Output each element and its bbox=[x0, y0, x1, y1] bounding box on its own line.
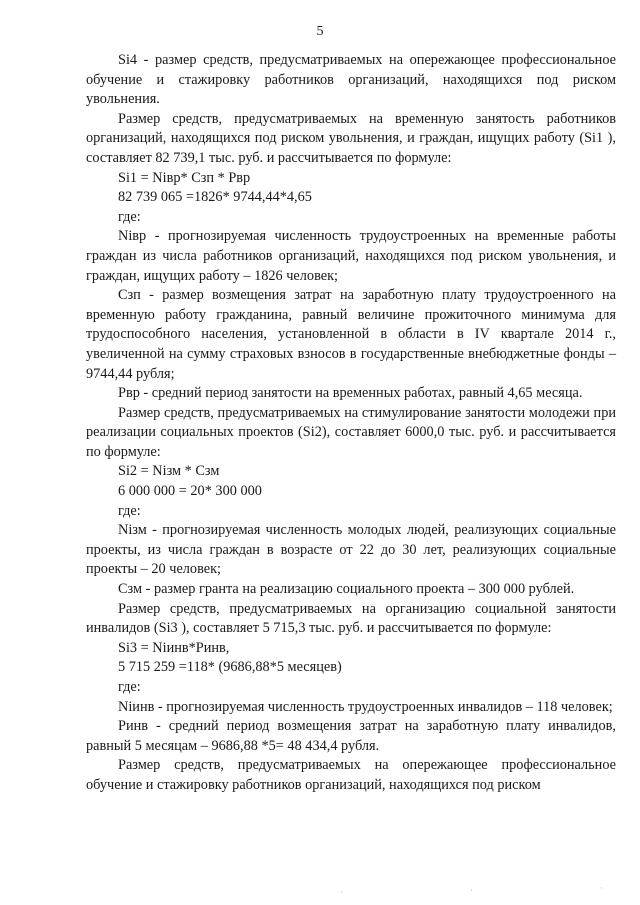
scan-artifact: · bbox=[600, 883, 603, 893]
scan-artifact: · bbox=[470, 885, 473, 895]
formula-si3-calculation: 5 715 259 =118* (9686,88*5 месяцев) bbox=[118, 659, 342, 676]
paragraph-si4-definition: Si4 - размер средств, предусматриваемых на опережающее профессиональное обучение и стажировку работников организаций, находящихся под риском увольнения. bbox=[86, 52, 616, 108]
paragraph-rinv-definition: Ринв - средний период возмещения затрат на заработную плату инвалидов, равный 5 месяцам – 9686,88 *5= 48 434,4 рубля. bbox=[86, 718, 616, 754]
paragraph-si4-intro: Размер средств, предусматриваемых на опережающее профессиональное обучение и стажировку работников организаций, находящихся под риском bbox=[86, 757, 616, 793]
paragraph-szp-definition: Сзп - размер возмещения затрат на заработную плату трудоустроенного на временную работу гражданина, равный величине прожиточного минимума для трудоспособного населения, установленной в области в IV квартале 2014 г., увеличенной на сумму страховых взносов в государственные внебюджетные фонды – 9744,44 рубля; bbox=[86, 287, 616, 382]
formula-si1-calculation: 82 739 065 =1826* 9744,44*4,65 bbox=[118, 189, 312, 206]
formula-si1: Si1 = Niвр* Сзп * Рвр bbox=[118, 169, 251, 186]
formula-si2: Si2 = Niзм * Сзм bbox=[118, 463, 220, 480]
scan-artifact: · bbox=[340, 887, 343, 897]
paragraph-si1-intro: Размер средств, предусматриваемых на временную занятость работников организаций, находящихся под риском увольнения, и граждан, ищущих работу (Si1 ), составляет 82 739,1 тыс. руб. и рассчитывается по формуле: bbox=[86, 110, 616, 166]
paragraph-si3-intro: Размер средств, предусматриваемых на организацию социальной занятости инвалидов (Si3 ), составляет 5 715,3 тыс. руб. и рассчитывается по формуле: bbox=[86, 600, 616, 637]
formula-si2-calculation: 6 000 000 = 20* 300 000 bbox=[118, 483, 262, 500]
paragraph-nivr-definition: Niвр - прогнозируемая численность трудоустроенных на временные работы граждан из числа работников организаций, находящихся под риском увольнения, и граждан, ищущих работу – 1826 человек; bbox=[86, 228, 616, 284]
paragraph-rvr-definition: Рвр - средний период занятости на временных работах, равный 4,65 месяца. bbox=[118, 385, 583, 402]
paragraph-si2-intro: Размер средств, предусматриваемых на стимулирование занятости молодежи при реализации социальных проектов (Si2), составляет 6000,0 тыс. руб. и рассчитывается по формуле: bbox=[86, 404, 616, 460]
paragraph-nizm-definition: Niзм - прогнозируемая численность молодых людей, реализующих социальные проекты, из числа граждан в возрасте от 22 до 30 лет, реализующих социальные проекты – 20 человек; bbox=[86, 522, 616, 578]
page-number: 5 bbox=[316, 24, 324, 39]
where-label: где: bbox=[118, 208, 141, 225]
paragraph-niinv-definition: Niинв - прогнозируемая численность трудоустроенных инвалидов – 118 человек; bbox=[118, 698, 613, 715]
paragraph-szm-definition: Сзм - размер гранта на реализацию социального проекта – 300 000 рублей. bbox=[118, 581, 575, 598]
formula-si3: Si3 = Niинв*Ринв, bbox=[118, 639, 230, 656]
where-label: где: bbox=[118, 502, 141, 519]
where-label: где: bbox=[118, 679, 141, 695]
document-body bbox=[86, 51, 616, 796]
